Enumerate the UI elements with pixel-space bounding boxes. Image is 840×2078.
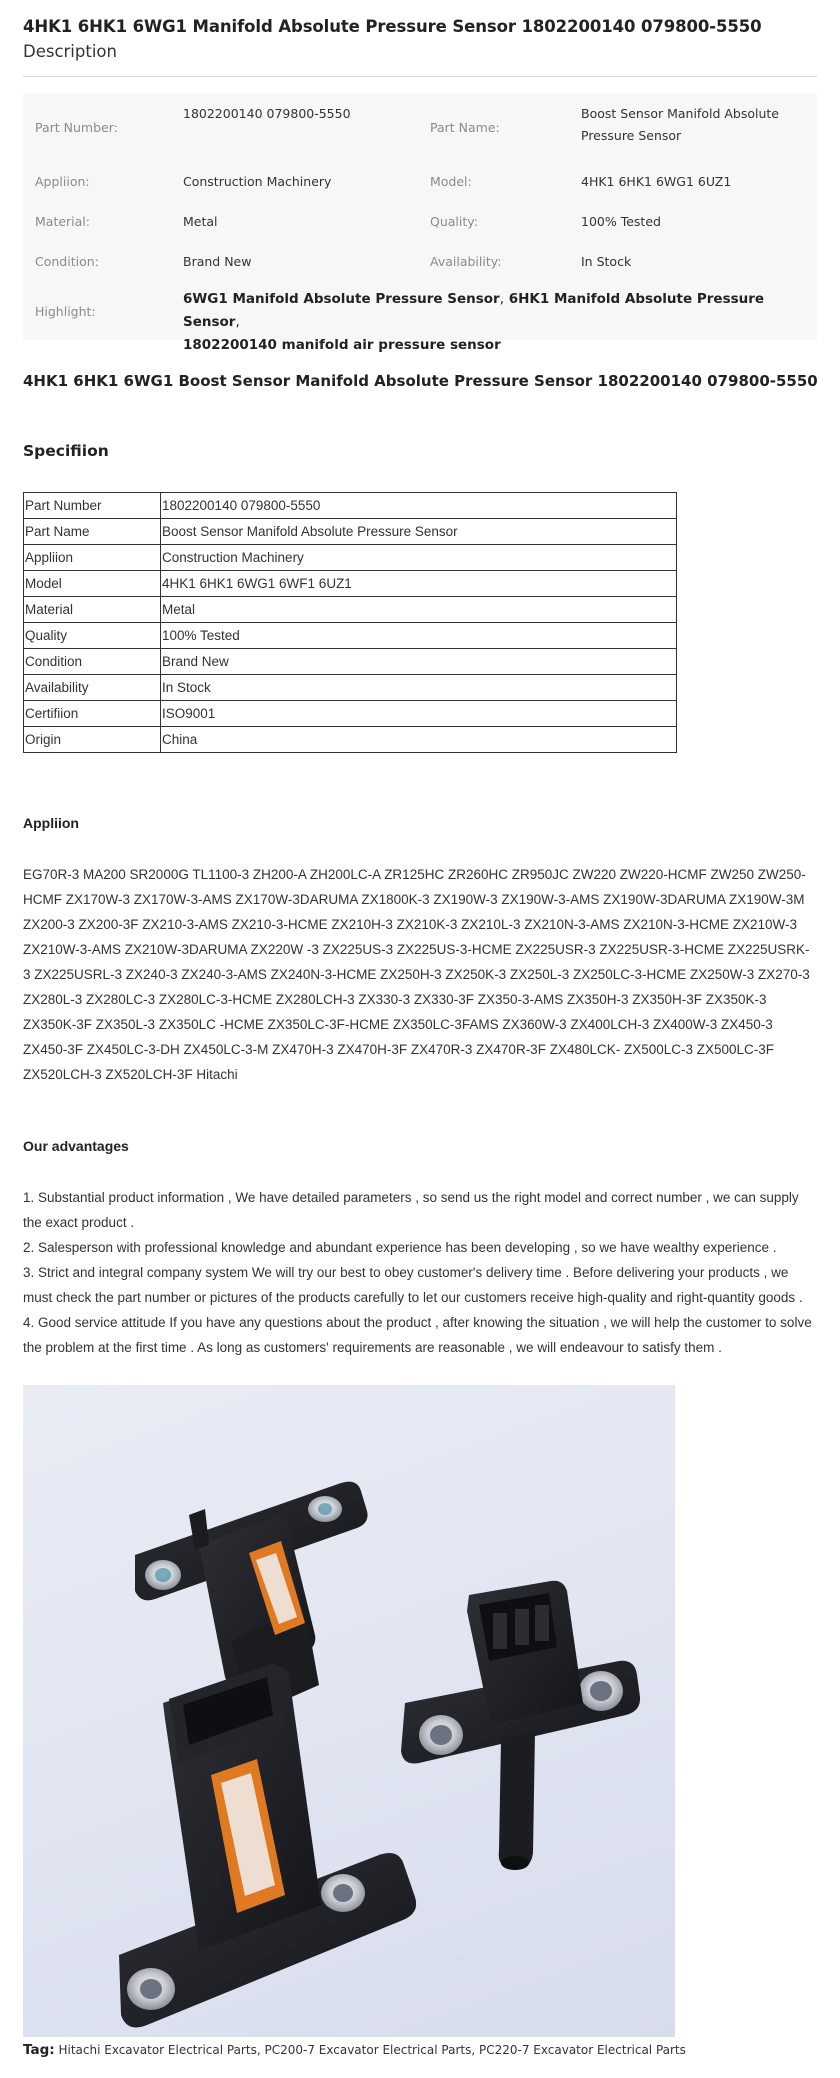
attr-label-part-name: Part Name: xyxy=(430,120,500,135)
application-heading: Appliion xyxy=(23,815,79,831)
spec-value: Construction Machinery xyxy=(161,545,677,571)
spec-key: Origin xyxy=(24,727,161,753)
advantage-item: 2. Salesperson with professional knowledge and abundant experience has been developing , so we have wealthy experience . xyxy=(23,1240,777,1255)
advantages-list xyxy=(23,1185,813,1360)
product-title: 4HK1 6HK1 6WG1 Boost Sensor Manifold Absolute Pressure Sensor 1802200140 079800-5550 xyxy=(23,372,818,390)
spec-key: Condition xyxy=(24,649,161,675)
spec-key: Availability xyxy=(24,675,161,701)
attr-row xyxy=(23,282,817,353)
tag-list xyxy=(23,2042,686,2058)
spec-key: Appliion xyxy=(24,545,161,571)
tag-label: Tag: xyxy=(23,2042,55,2058)
attr-label-model: Model: xyxy=(430,174,472,189)
spec-row xyxy=(24,649,677,675)
advantage-item: 1. Substantial product information , We have detailed parameters , so send us the right model and correct number , we can supply the exact product . xyxy=(23,1190,799,1230)
attr-label-quality: Quality: xyxy=(430,214,478,229)
spec-key: Part Number xyxy=(24,493,161,519)
spec-row xyxy=(24,701,677,727)
spec-value: Boost Sensor Manifold Absolute Pressure Sensor xyxy=(161,519,677,545)
spec-row xyxy=(24,727,677,753)
tag-link[interactable]: PC220-7 Excavator Electrical Parts xyxy=(479,2043,686,2057)
attr-label-application: Appliion: xyxy=(35,174,90,189)
highlight-separator: , xyxy=(235,314,240,330)
attr-value-model: 4HK1 6HK1 6WG1 6UZ1 xyxy=(581,174,732,189)
attr-label-availability: Availability: xyxy=(430,254,502,269)
attr-label-highlight: Highlight: xyxy=(35,304,96,319)
description-heading: Description xyxy=(23,42,117,61)
attr-value-application: Construction Machinery xyxy=(183,174,332,189)
highlight-link[interactable]: 6HK1 Manifold Absolute Pressure Sensor xyxy=(183,291,765,330)
highlight-link[interactable]: 1802200140 manifold air pressure sensor xyxy=(183,337,501,353)
divider xyxy=(23,76,817,77)
sensor-photo-illustration xyxy=(23,1385,675,2037)
spec-row xyxy=(24,545,677,571)
attr-row xyxy=(23,94,817,162)
attr-value-material: Metal xyxy=(183,214,218,229)
spec-key: Material xyxy=(24,597,161,623)
tag-separator: , xyxy=(471,2043,479,2057)
advantage-item: 3. Strict and integral company system We will try our best to obey customer's delivery time . Before delivering your products , we must check the part number or pictures of the products carefully to let our customers receive high-quality and right-quantity goods . xyxy=(23,1265,803,1305)
tag-separator: , xyxy=(256,2043,265,2057)
attr-label-part-number: Part Number: xyxy=(35,120,118,135)
attr-label-condition: Condition: xyxy=(35,254,99,269)
page-title: 4HK1 6HK1 6WG1 Manifold Absolute Pressure Sensor 1802200140 079800-5550 xyxy=(23,17,762,36)
spec-value: Metal xyxy=(161,597,677,623)
application-models: EG70R-3 MA200 SR2000G TL1100-3 ZH200-A ZH200LC-A ZR125HC ZR260HC ZR950JC ZW220 ZW220-HCMF ZW250 ZW250-HCMF ZX170W-3 ZX170W-3-AMS ZX170W-3DARUMA ZX1800K-3 ZX190W-3 ZX190W-3-AMS ZX190W-3DARUMA ZX190W-3M ZX200-3 ZX200-3F ZX210-3-AMS ZX210-3-HCME ZX210H-3 ZX210K-3 ZX210L-3 ZX210N-3-AMS ZX210N-3-HCME ZX210W-3 ZX210W-3-AMS ZX210W-3DARUMA ZX220W -3 ZX225US-3 ZX225US-3-HCME ZX225USR-3 ZX225USR-3-HCME ZX225USRK-3 ZX225USRL-3 ZX240-3 ZX240-3-AMS ZX240N-3-HCME ZX250H-3 ZX250K-3 ZX250L-3 ZX250LC-3-HCME ZX250W-3 ZX270-3 ZX280L-3 ZX280LC-3 ZX280LC-3-HCME ZX280LCH-3 ZX330-3 ZX330-3F ZX350-3-AMS ZX350H-3 ZX350H-3F ZX350K-3 ZX350K-3F ZX350L-3 ZX350LC -HCME ZX350LC-3F-HCME ZX350LC-3FAMS ZX360W-3 ZX400LCH-3 ZX400W-3 ZX450-3 ZX450-3F ZX450LC-3-DH ZX450LC-3-M ZX470H-3 ZX470H-3F ZX470R-3 ZX470R-3F ZX480LCK- ZX500LC-3 ZX500LC-3F ZX520LCH-3 ZX520LCH-3F Hitachi xyxy=(23,867,810,1082)
attr-value-highlight xyxy=(183,288,813,357)
attr-row xyxy=(23,202,817,242)
sensor-unit xyxy=(401,1581,640,1870)
attr-value-part-number: 1802200140 079800-5550 xyxy=(183,106,351,121)
spec-key: Model xyxy=(24,571,161,597)
spec-row xyxy=(24,675,677,701)
product-photo xyxy=(23,1385,675,2037)
spec-value: China xyxy=(161,727,677,753)
spec-value: 100% Tested xyxy=(161,623,677,649)
attr-value-quality: 100% Tested xyxy=(581,214,661,229)
spec-row xyxy=(24,519,677,545)
attr-value-availability: In Stock xyxy=(581,254,632,269)
tag-link[interactable]: Hitachi Excavator Electrical Parts xyxy=(58,2043,257,2057)
advantages-heading: Our advantages xyxy=(23,1138,129,1154)
sensor-unit xyxy=(119,1663,416,2027)
spec-value: Brand New xyxy=(161,649,677,675)
spec-row xyxy=(24,571,677,597)
tag-link[interactable]: PC200-7 Excavator Electrical Parts xyxy=(264,2043,472,2057)
attr-row xyxy=(23,162,817,202)
spec-value: 1802200140 079800-5550 xyxy=(161,493,677,519)
attr-row xyxy=(23,242,817,282)
spec-value: ISO9001 xyxy=(161,701,677,727)
highlight-link[interactable]: 6WG1 Manifold Absolute Pressure Sensor xyxy=(183,291,500,307)
attr-value-part-name: Boost Sensor Manifold Absolute Pressure Sensor xyxy=(581,106,779,143)
highlight-separator: , xyxy=(499,291,505,307)
spec-value: 4HK1 6HK1 6WG1 6WF1 6UZ1 xyxy=(161,571,677,597)
spec-row xyxy=(24,493,677,519)
spec-row xyxy=(24,623,677,649)
spec-row xyxy=(24,597,677,623)
spec-key: Quality xyxy=(24,623,161,649)
specification-heading: Specifiion xyxy=(23,442,109,460)
spec-value: In Stock xyxy=(161,675,677,701)
attr-label-material: Material: xyxy=(35,214,90,229)
advantage-item: 4. Good service attitude If you have any questions about the product , after knowing the situation , we will help the customer to solve the problem at the first time . As long as customers' requirements are reasonable , we will endeavour to satisfy them . xyxy=(23,1315,812,1355)
attr-value-condition: Brand New xyxy=(183,254,252,269)
attributes-panel xyxy=(23,94,817,353)
spec-key: Part Name xyxy=(24,519,161,545)
specification-table xyxy=(23,492,677,753)
spec-key: Certifiion xyxy=(24,701,161,727)
